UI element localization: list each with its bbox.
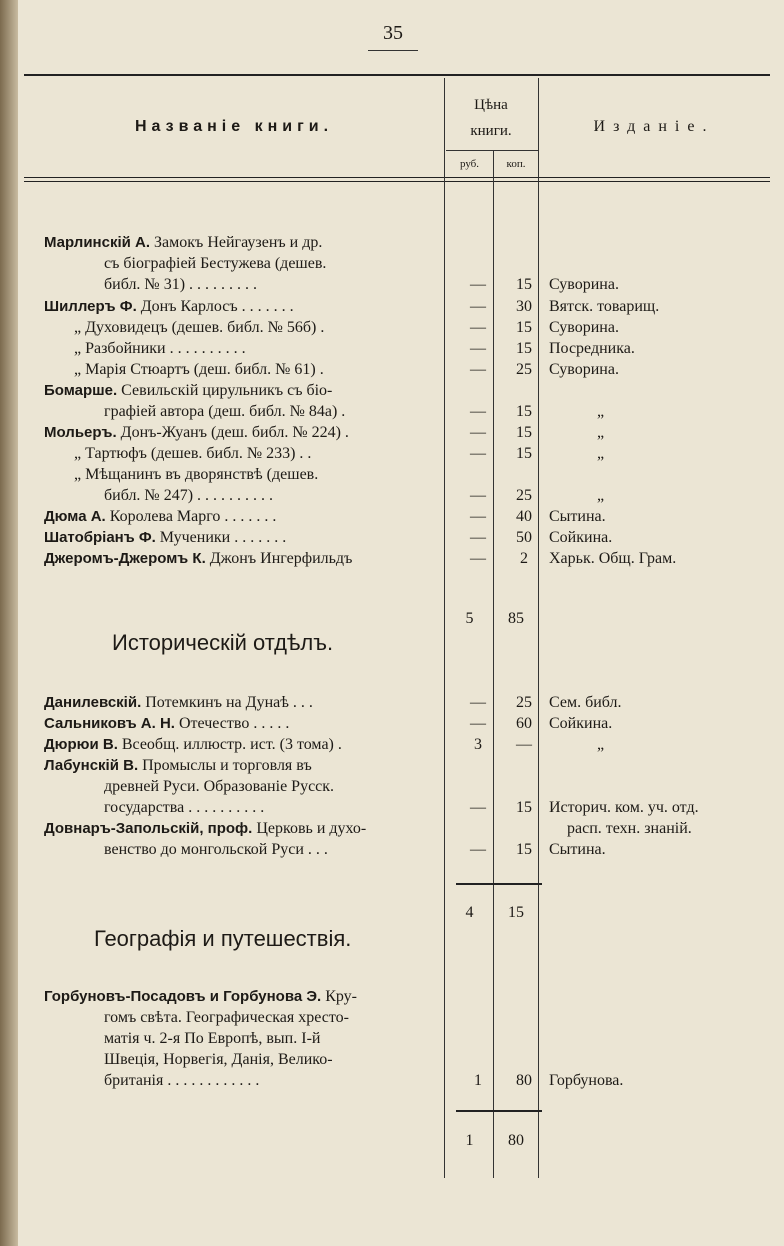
price-kop: 15 <box>516 276 532 293</box>
title-continuation: государства . . . . . . . . . . <box>104 799 265 816</box>
price-rub: — <box>470 403 486 420</box>
price-kop: 25 <box>516 361 532 378</box>
title-line: Донъ Карлосъ . . . . . . . <box>136 298 294 315</box>
section3-total-kop: 80 <box>508 1132 524 1149</box>
section3-sum-rule <box>456 1110 542 1112</box>
title-line: Донъ-Жуанъ (деш. библ. № 224) . <box>116 424 349 441</box>
section2-total-kop: 15 <box>508 904 524 921</box>
publisher: „ <box>597 736 605 753</box>
price-kop: 15 <box>516 424 532 441</box>
price-rub: — <box>470 276 486 293</box>
title-line: Церковь и духо- <box>252 820 367 837</box>
price-rub: — <box>470 508 486 525</box>
price-header-line1: Цѣна <box>474 97 508 113</box>
book-title <box>44 359 440 380</box>
book-author: Бомарше. <box>44 382 118 399</box>
title-line: Мученики . . . . . . . <box>155 529 287 546</box>
title-line: Отечество . . . . . <box>174 715 290 732</box>
book-author: Дюрюи В. <box>44 736 118 753</box>
book-title <box>44 464 440 506</box>
price-rub: — <box>470 361 486 378</box>
section3-title: Географія и путешествія. <box>94 926 352 951</box>
price-rub: — <box>470 550 486 567</box>
book-title <box>44 338 440 359</box>
title-line: Всеобщ. иллюстр. ист. (3 тома) . <box>117 736 342 753</box>
publisher: Горбунова. <box>549 1072 624 1089</box>
publisher: „ <box>597 445 605 462</box>
publisher-continuation: расп. техн. знаній. <box>567 820 692 837</box>
header-bottom-rule <box>24 177 770 178</box>
price-kop: 50 <box>516 529 532 546</box>
section1-total-rub: 5 <box>465 610 474 627</box>
book-title <box>44 317 440 338</box>
column-header-rub: руб. <box>459 158 480 170</box>
price-sub-rule <box>446 150 538 151</box>
price-kop: 15 <box>516 340 532 357</box>
price-rub: 1 <box>474 1072 482 1089</box>
publisher: Посредника. <box>549 340 635 357</box>
book-title <box>44 755 440 818</box>
title-line: „ Мѣщанинъ въ дворянствѣ (дешев. <box>74 466 319 483</box>
title-continuation: гомъ свѣта. Географическая хресто- <box>104 1009 349 1026</box>
price-rub: — <box>470 424 486 441</box>
price-kop: 15 <box>516 799 532 816</box>
publisher: Сойкина. <box>549 715 613 732</box>
column-divider-kop <box>538 78 539 1178</box>
price-rub: — <box>470 799 486 816</box>
price-rub: — <box>470 694 486 711</box>
price-kop: — <box>516 736 532 753</box>
book-author: Марлинскій А. <box>44 234 151 251</box>
title-line: Севильскій цирульникъ съ біо- <box>117 382 333 399</box>
price-kop: 30 <box>516 298 532 315</box>
book-author: Шатобріанъ Ф. <box>44 529 156 546</box>
title-continuation: венство до монгольской Руси . . . <box>104 841 328 858</box>
title-line: „ Марія Стюартъ (деш. библ. № 61) . <box>74 361 324 378</box>
price-rub: — <box>470 319 486 336</box>
book-spine <box>0 0 18 1246</box>
header-top-rule <box>24 74 770 76</box>
title-continuation: библ. № 31) . . . . . . . . . <box>104 276 258 293</box>
price-kop: 40 <box>516 508 532 525</box>
section3-total-rub: 1 <box>465 1132 474 1149</box>
book-author: Данилевскій. <box>44 694 142 711</box>
price-header-line2: книги. <box>470 123 512 139</box>
publisher: „ <box>597 487 605 504</box>
book-title <box>44 986 440 1091</box>
section2-title: Историческій отдѣлъ. <box>112 630 334 655</box>
book-author: Лабунскій В. <box>44 757 139 774</box>
book-title <box>44 422 440 443</box>
price-kop: 60 <box>516 715 532 732</box>
publisher: Сем. библ. <box>549 694 622 711</box>
column-divider-title <box>444 78 445 1178</box>
column-header-publisher: Изданіе. <box>593 118 715 135</box>
book-title <box>44 548 440 569</box>
section2-total-rub: 4 <box>465 904 474 921</box>
price-kop: 2 <box>520 550 528 567</box>
title-line: „ Тартюфъ (дешев. библ. № 233) . . <box>74 445 312 462</box>
column-header-kop: коп. <box>506 158 526 170</box>
title-continuation: британія . . . . . . . . . . . . <box>104 1072 260 1089</box>
page-number-rule <box>368 50 418 51</box>
publisher: „ <box>597 424 605 441</box>
title-line: Замокъ Нейгаузенъ и др. <box>150 234 323 251</box>
title-continuation: съ біографіей Бестужева (дешев. <box>104 255 327 272</box>
publisher: Сытина. <box>549 508 606 525</box>
title-continuation: древней Руси. Образованіе Русск. <box>104 778 335 795</box>
publisher: Сойкина. <box>549 529 613 546</box>
section2-sum-rule <box>456 883 542 885</box>
book-title <box>44 818 440 860</box>
price-rub: — <box>470 715 486 732</box>
title-line: Кру- <box>321 988 358 1005</box>
title-line: Потемкинъ на Дунаѣ . . . <box>141 694 313 711</box>
book-author: Довнаръ-Запольскій, проф. <box>44 820 253 837</box>
book-author: Джеромъ-Джеромъ К. <box>44 550 206 567</box>
price-rub: — <box>470 298 486 315</box>
title-line: „ Разбойники . . . . . . . . . . <box>74 340 246 357</box>
publisher: Суворина. <box>549 319 619 336</box>
price-rub: — <box>470 445 486 462</box>
book-author: Сальниковъ А. Н. <box>44 715 175 732</box>
publisher: Историч. ком. уч. отд. <box>549 799 699 816</box>
price-kop: 15 <box>516 841 532 858</box>
price-kop: 25 <box>516 487 532 504</box>
publisher: Сытина. <box>549 841 606 858</box>
publisher: „ <box>597 403 605 420</box>
header-bottom-rule-2 <box>24 181 770 182</box>
book-title <box>44 380 440 422</box>
book-title <box>44 232 440 295</box>
book-author: Мольеръ. <box>44 424 117 441</box>
price-rub: — <box>470 340 486 357</box>
price-kop: 25 <box>516 694 532 711</box>
title-continuation: Швеція, Норвегія, Данія, Велико- <box>104 1051 333 1068</box>
book-author: Горбуновъ-Посадовъ и Горбунова Э. <box>44 988 322 1005</box>
price-kop: 15 <box>516 319 532 336</box>
section1-total-kop: 85 <box>508 610 524 627</box>
book-title <box>44 506 440 527</box>
column-header-title: Названіе книги. <box>134 118 334 135</box>
book-title <box>44 527 440 548</box>
title-continuation: матія ч. 2-я По Европѣ, вып. I-й <box>104 1030 321 1047</box>
publisher: Суворина. <box>549 361 619 378</box>
price-kop: 15 <box>516 403 532 420</box>
price-rub: 3 <box>474 736 482 753</box>
book-title <box>44 692 440 713</box>
publisher: Вятск. товарищ. <box>549 298 660 315</box>
price-rub: — <box>470 841 486 858</box>
publisher: Харьк. Общ. Грам. <box>549 550 677 567</box>
book-title <box>44 713 440 734</box>
book-title <box>44 443 440 464</box>
column-header-price <box>446 92 536 144</box>
price-rub: — <box>470 487 486 504</box>
book-author: Дюма А. <box>44 508 106 525</box>
price-kop: 15 <box>516 445 532 462</box>
page-number: 35 <box>383 22 403 44</box>
book-author: Шиллеръ Ф. <box>44 298 137 315</box>
title-line: Промыслы и торговля въ <box>138 757 312 774</box>
publisher: Суворина. <box>549 276 619 293</box>
title-line: „ Духовидецъ (дешев. библ. № 56б) . <box>74 319 325 336</box>
price-kop: 80 <box>516 1072 532 1089</box>
title-line: Королева Марго . . . . . . . <box>105 508 277 525</box>
price-rub: — <box>470 529 486 546</box>
book-title <box>44 296 440 317</box>
title-line: Джонъ Ингерфильдъ <box>205 550 353 567</box>
book-title <box>44 734 440 755</box>
title-continuation: библ. № 247) . . . . . . . . . . <box>104 487 274 504</box>
title-continuation: графіей автора (деш. библ. № 84а) . <box>104 403 346 420</box>
